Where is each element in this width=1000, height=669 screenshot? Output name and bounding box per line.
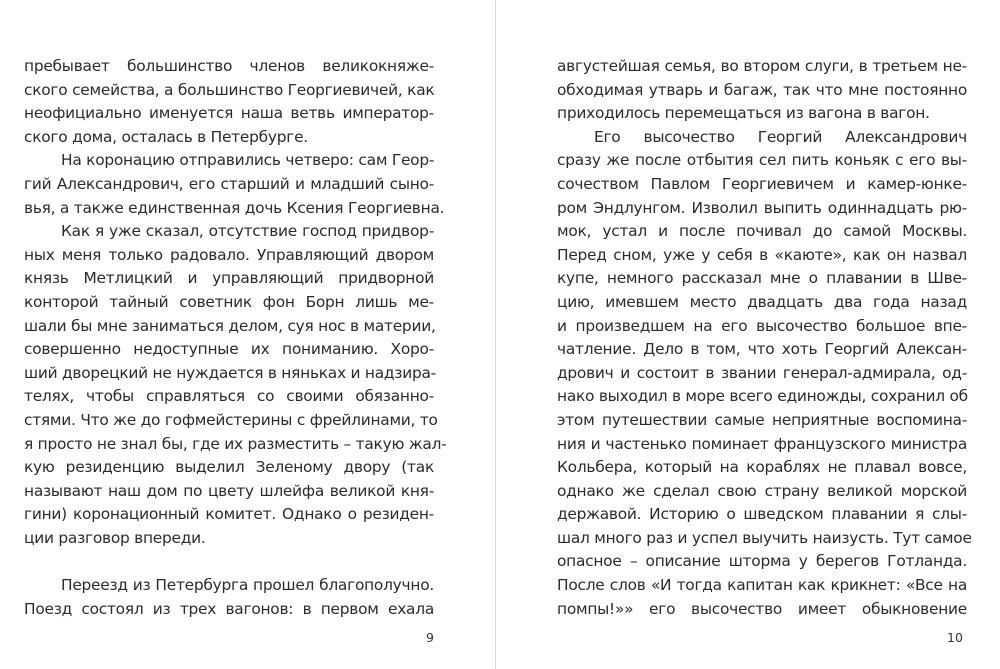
text-line: нако выходил в море всего единожды, сохранил об (557, 387, 968, 406)
text-line: шал много раз и успел выучить наизусть. Тут самое (557, 528, 972, 547)
text-line: ского дома, осталась в Петербурге. (24, 127, 308, 146)
text-line: гини) коронационный комитет. Однако о резиден- (24, 505, 434, 524)
text-line: однако же сделал свою страну великой морской (557, 481, 967, 500)
text-line: На коронацию отправились четверо: сам Геор- (61, 151, 435, 170)
text-line: обходимая утварь и багаж, так что мне постоянно (557, 80, 967, 99)
text-line: конторой тайный советник фон Борн лишь ме- (24, 292, 434, 311)
text-line: ных меня только радовало. Управляющий двором (24, 245, 434, 264)
text-line: ший дворецкий не нуждается в няньках и надзира- (24, 363, 436, 382)
text-line: Как я уже сказал, отсутствие господ придвор- (61, 222, 434, 241)
text-line: Поезд состоял из трех вагонов: в первом ехала (24, 599, 434, 618)
text-line: и произведшем на его высочество большое впе- (557, 316, 967, 335)
page-text (557, 55, 972, 621)
text-line: ского семейства, а большинство Георгиевичей, как (24, 80, 435, 99)
text-line: ния и частенько поминает французского министра (557, 434, 967, 453)
text-line: ром Эндлунгом. Изволил выпить одиннадцать рю- (557, 198, 967, 217)
page-number: 9 (426, 630, 434, 645)
text-line: совершенно недоступные их пониманию. Хоро- (24, 340, 434, 359)
blank-line (24, 550, 434, 574)
page-text (24, 55, 447, 621)
text-line: августейшая семья, во втором слуги, в третьем не- (557, 57, 967, 75)
text-line: Перед сном, уже у себя в «каюте», как он назвал (557, 245, 967, 264)
text-line: шали бы мне заниматься делом, суя нос в материи, (24, 316, 436, 335)
text-line: я просто не знал бы, где их разместить – такую жал- (24, 434, 447, 453)
text-line: После слов «И тогда капитан как крикнет: «Все на (557, 576, 967, 595)
text-line: сочеством Павлом Георгиевичем и камер-юнке- (557, 174, 967, 193)
text-line: мок, устал и после почивал до самой Москвы. (557, 222, 967, 241)
text-line: пребывает большинство членов великокняже- (24, 57, 434, 75)
text-line: стями. Что же до гофмейстерины с фрейлинами, то (24, 410, 438, 429)
page-right (496, 0, 1000, 669)
text-line: помпы!»» его высочество имеет обыкновение (557, 599, 967, 618)
text-line: чатление. Дело в том, что хоть Георгий Алексан- (557, 340, 967, 359)
text-line: приходилось перемещаться из вагона в вагон. (557, 104, 930, 123)
text-line: Его высочество Георгий Александрович (594, 127, 967, 146)
text-line: вья, а также единственная дочь Ксения Георгиевна. (24, 198, 445, 217)
text-line: державой. Историю о шведском плавании я слы- (557, 505, 967, 524)
text-line: князь Метлицкий и управляющий придворной (24, 269, 434, 288)
text-line: кую резиденцию выделил Зеленому двору (так (24, 458, 434, 477)
text-line: купе, немного рассказал мне о плавании в Шве- (557, 269, 967, 288)
text-line: гий Александрович, его старший и младший сыно- (24, 174, 434, 193)
text-line: дрович и состоит в звании генерал-адмирала, од- (557, 363, 967, 382)
page-left (0, 0, 495, 669)
page-number: 10 (947, 630, 963, 645)
text-line: этом путешествии самые неприятные воспомина- (557, 410, 967, 429)
text-line: опасное – описание шторма у берегов Готланда. (557, 552, 967, 571)
text-line: телях, чтобы справляться со своими обязанно- (24, 387, 434, 406)
text-line: ции разговор впереди. (24, 528, 206, 547)
text-line: называют наш дом по цвету шлейфа великой кня- (24, 481, 434, 500)
text-line: неофициально именуется наша ветвь император- (24, 104, 434, 123)
text-line: Переезд из Петербурга прошел благополучно. (61, 576, 434, 595)
text-line: цию, имевшем место двадцать два года назад (557, 292, 967, 311)
text-line: Кольбера, который на кораблях не плавал вовсе, (557, 458, 967, 477)
text-line: сразу же после отбытия сел пить коньяк с его вы- (557, 151, 967, 170)
